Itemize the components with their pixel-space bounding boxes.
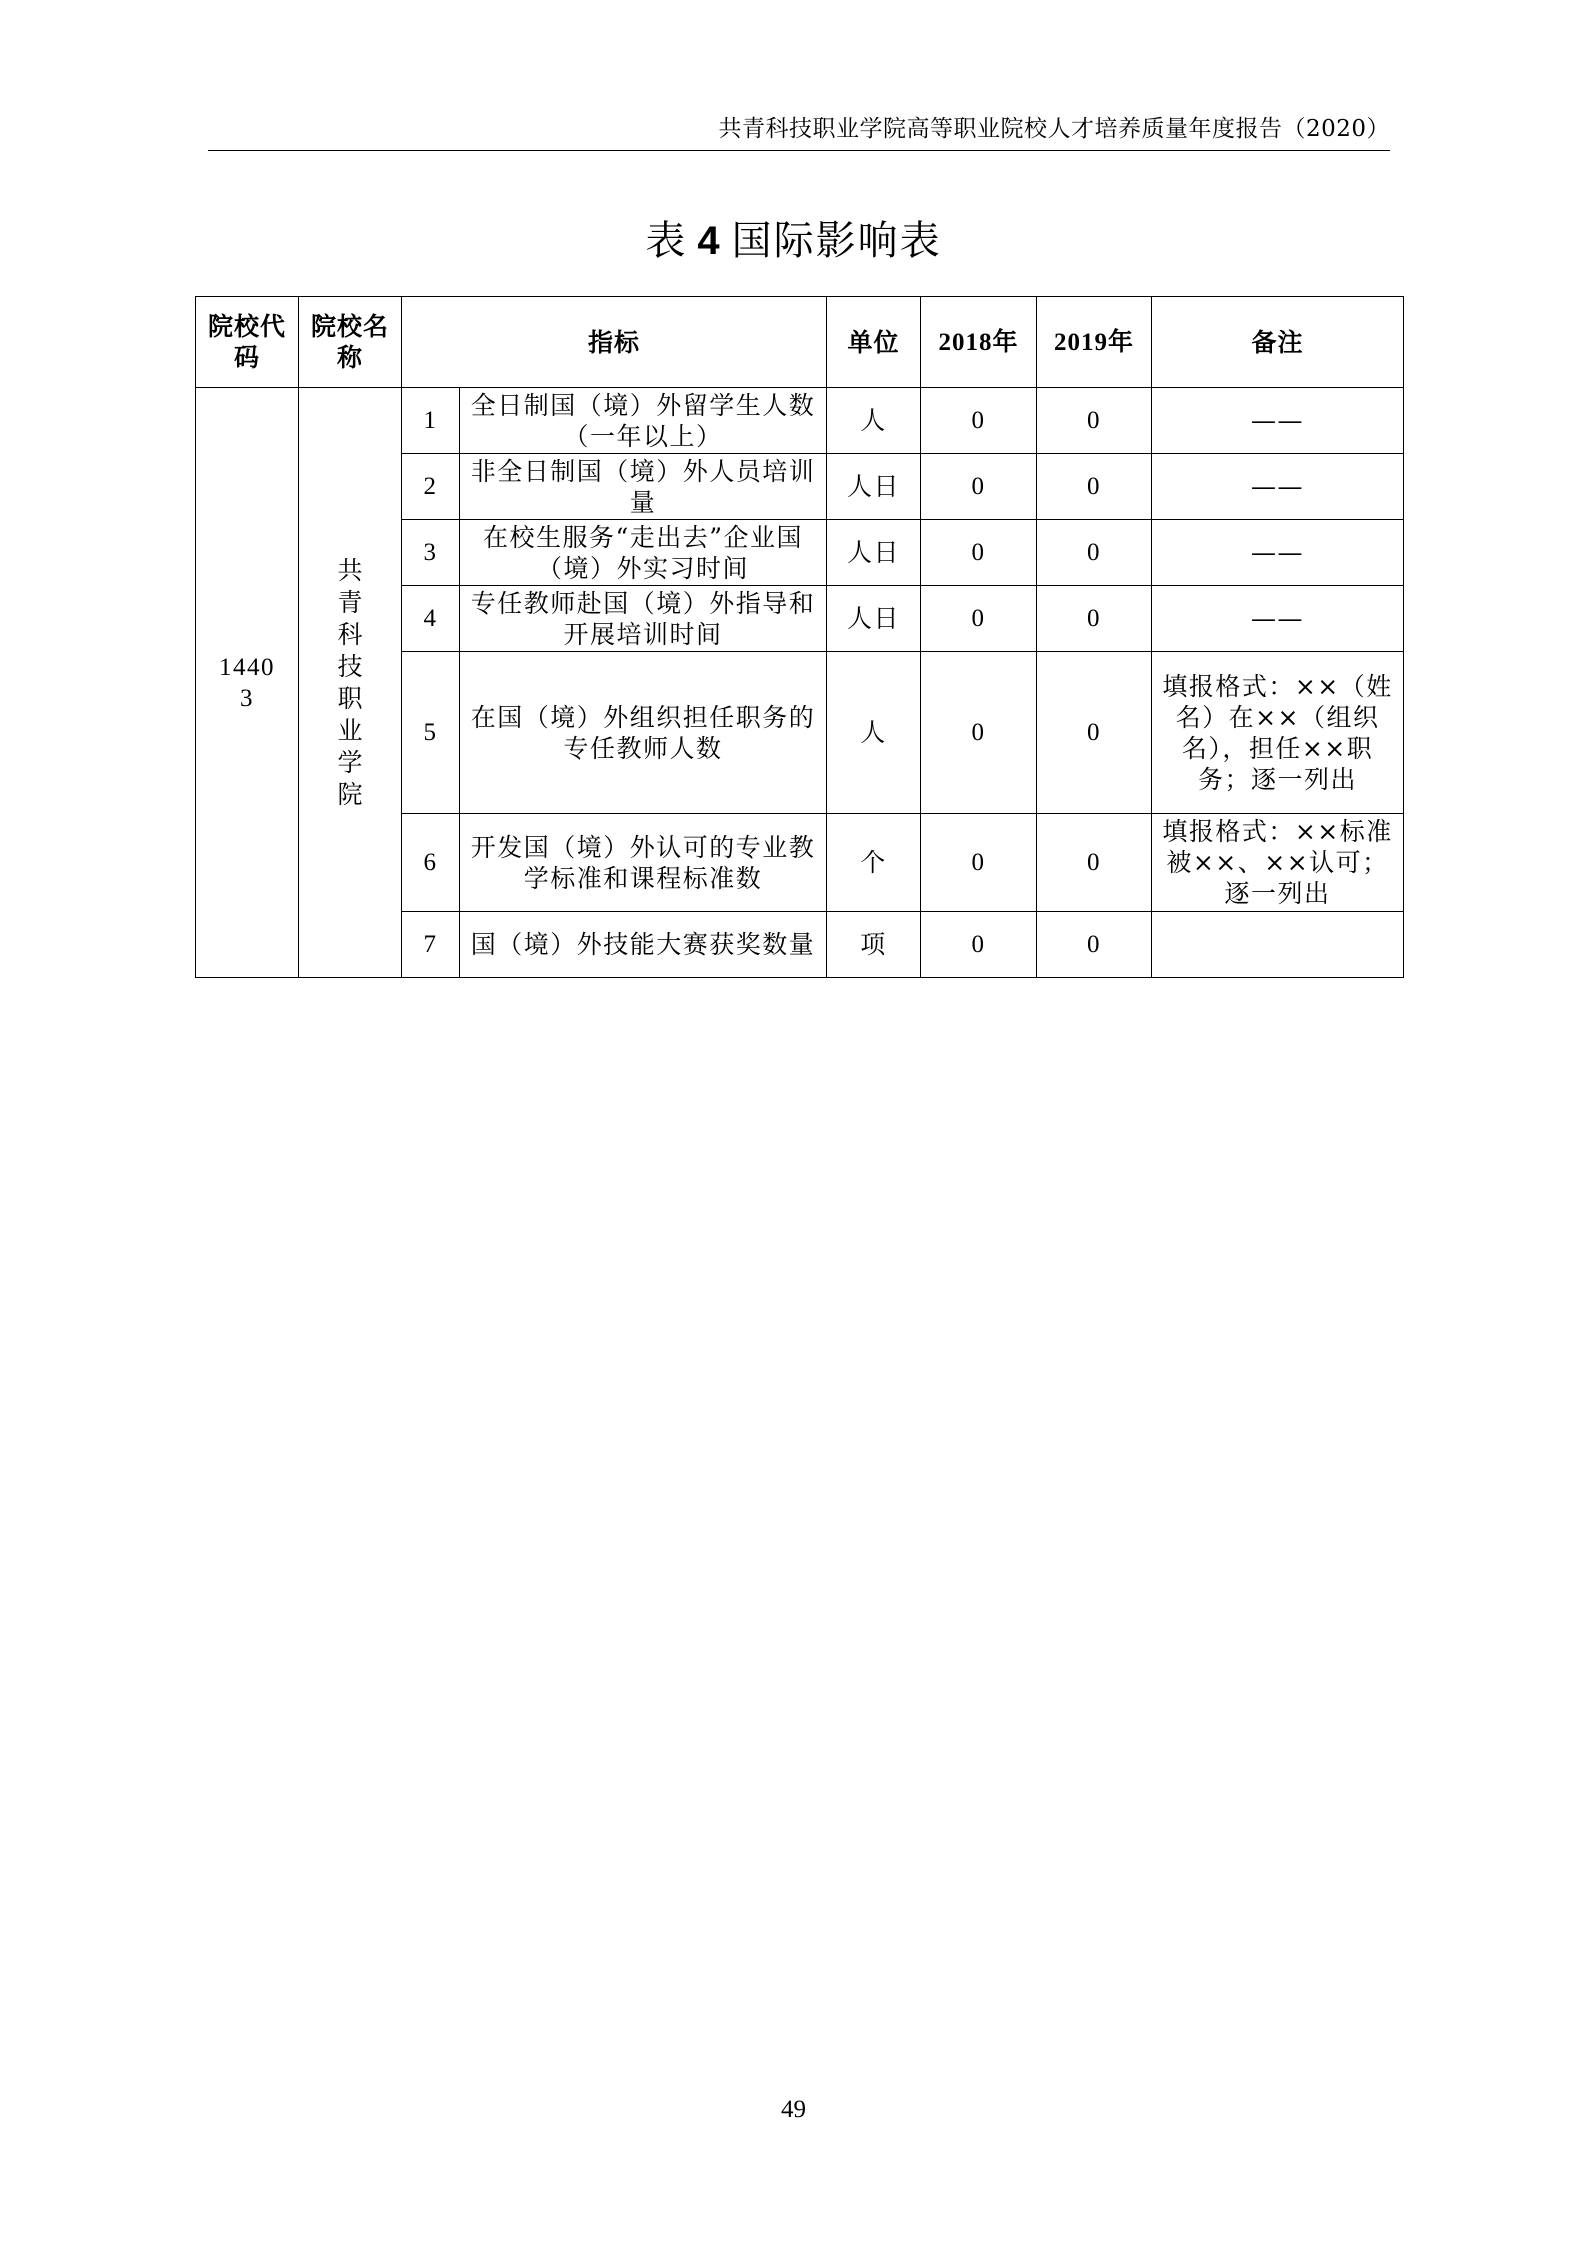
row-number: 5 (402, 652, 460, 814)
value-2018-cell: 0 (921, 454, 1037, 520)
indicator-cell: 全日制国（境）外留学生人数（一年以上） (460, 388, 827, 454)
running-header: 共青科技职业学院高等职业院校人才培养质量年度报告（2020） (718, 116, 1390, 142)
international-influence-table (195, 296, 1404, 978)
header-school-name: 院校名称 (299, 297, 402, 388)
value-2018-cell: 0 (921, 388, 1037, 454)
school-code: 14403 (219, 653, 275, 712)
row-number: 2 (402, 454, 460, 520)
table-row (196, 388, 1404, 454)
page-number: 49 (781, 2096, 806, 2123)
value-2018-cell: 0 (921, 586, 1037, 652)
value-2018-cell: 0 (921, 814, 1037, 912)
header-school-code: 院校代码 (196, 297, 299, 388)
value-2019-cell: 0 (1037, 586, 1152, 652)
note-cell: —— (1152, 520, 1404, 586)
note-cell: 填报格式：××（姓名）在××（组织名），担任××职务；逐一列出 (1152, 652, 1404, 814)
indicator-cell: 在国（境）外组织担任职务的专任教师人数 (460, 652, 827, 814)
table-title-prefix: 表 (645, 218, 688, 264)
header-note: 备注 (1152, 297, 1404, 388)
value-2019-cell: 0 (1037, 520, 1152, 586)
value-2019-cell: 0 (1037, 454, 1152, 520)
table-title-text: 国际影响表 (731, 218, 942, 264)
school-code-cell (196, 388, 299, 978)
unit-cell: 个 (827, 814, 921, 912)
unit-cell: 人 (827, 652, 921, 814)
row-number: 1 (402, 388, 460, 454)
header-unit: 单位 (827, 297, 921, 388)
value-2019-cell: 0 (1037, 912, 1152, 978)
unit-cell: 人日 (827, 454, 921, 520)
note-cell (1152, 912, 1404, 978)
school-name-cell (299, 388, 402, 978)
school-name: 共青科技职业学院 (337, 555, 363, 809)
note-cell: 填报格式：××标准被××、××认可；逐一列出 (1152, 814, 1404, 912)
note-cell: —— (1152, 586, 1404, 652)
header-year-2018: 2018年 (921, 297, 1037, 388)
unit-cell: 人日 (827, 520, 921, 586)
value-2018-cell: 0 (921, 652, 1037, 814)
indicator-cell: 非全日制国（境）外人员培训量 (460, 454, 827, 520)
indicator-cell: 开发国（境）外认可的专业教学标准和课程标准数 (460, 814, 827, 912)
row-number: 7 (402, 912, 460, 978)
unit-cell: 项 (827, 912, 921, 978)
note-cell: —— (1152, 454, 1404, 520)
table-title (0, 213, 1587, 269)
header-indicator: 指标 (402, 297, 827, 388)
table-title-number: 4 (697, 219, 722, 263)
header-year-2019: 2019年 (1037, 297, 1152, 388)
row-number: 6 (402, 814, 460, 912)
row-number: 4 (402, 586, 460, 652)
value-2018-cell: 0 (921, 520, 1037, 586)
value-2019-cell: 0 (1037, 814, 1152, 912)
header-rule (208, 150, 1390, 151)
header-row (196, 297, 1404, 388)
unit-cell: 人 (827, 388, 921, 454)
value-2018-cell: 0 (921, 912, 1037, 978)
indicator-cell: 国（境）外技能大赛获奖数量 (460, 912, 827, 978)
value-2019-cell: 0 (1037, 388, 1152, 454)
note-cell: —— (1152, 388, 1404, 454)
unit-cell: 人日 (827, 586, 921, 652)
indicator-cell: 在校生服务“走出去”企业国（境）外实习时间 (460, 520, 827, 586)
indicator-cell: 专任教师赴国（境）外指导和开展培训时间 (460, 586, 827, 652)
row-number: 3 (402, 520, 460, 586)
value-2019-cell: 0 (1037, 652, 1152, 814)
